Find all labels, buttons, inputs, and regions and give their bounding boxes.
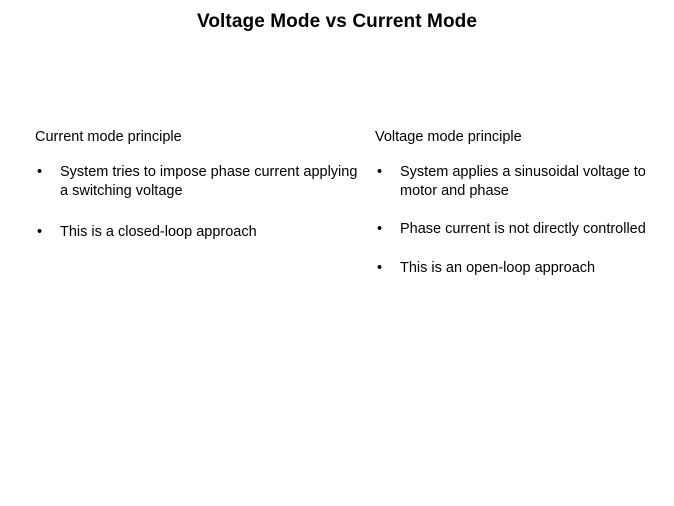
list-item-text: Phase current is not directly controlled — [400, 221, 646, 238]
column-heading: Current mode principle — [35, 129, 182, 145]
bullet-icon: • — [37, 224, 43, 241]
bullet-list — [35, 163, 363, 242]
list-item-text: System tries to impose phase current applying a switching voltage — [60, 164, 358, 200]
content-columns — [0, 128, 674, 297]
bullet-icon: • — [377, 164, 383, 181]
list-item — [35, 223, 363, 242]
list-item-text: This is an open-loop approach — [400, 259, 596, 276]
column-current-mode — [0, 128, 375, 297]
list-item-text: System applies a sinusoidal voltage to motor and phase — [400, 164, 646, 200]
bullet-icon: • — [377, 259, 383, 276]
list-item — [35, 163, 363, 201]
bullet-icon: • — [37, 164, 43, 181]
bullet-list — [375, 163, 664, 278]
page-title: Voltage Mode vs Current Mode — [196, 11, 478, 32]
bullet-icon: • — [377, 221, 383, 238]
list-item-text: This is a closed-loop approach — [60, 224, 257, 241]
column-heading: Voltage mode principle — [375, 129, 522, 145]
list-item — [375, 259, 664, 278]
list-item — [375, 163, 664, 201]
list-item — [375, 220, 664, 239]
column-voltage-mode — [375, 128, 674, 297]
